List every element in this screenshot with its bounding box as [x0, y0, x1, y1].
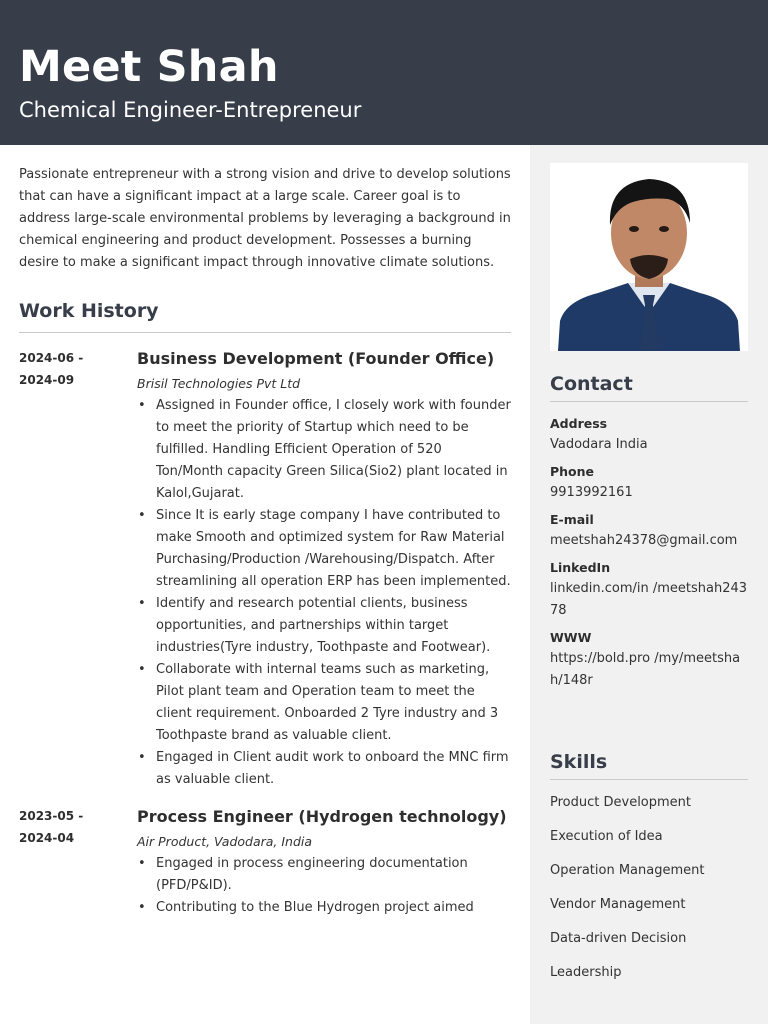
job-company: Brisil Technologies Pvt Ltd — [137, 376, 301, 391]
candidate-name: Meet Shah — [19, 42, 279, 92]
job-entry-2 — [19, 805, 511, 919]
skill-item: Vendor Management — [550, 897, 686, 912]
job-date-end: 2024-04 — [19, 831, 75, 845]
www-value[interactable]: https://bold.pro /my/meetshah/148r — [550, 651, 741, 688]
skill-item: Operation Management — [550, 863, 705, 878]
job-company: Air Product, Vadodara, India — [137, 834, 313, 849]
job-entry-1 — [19, 347, 511, 791]
job-body — [137, 347, 511, 791]
email-label: E-mail — [550, 512, 594, 527]
www-label: WWW — [550, 630, 592, 645]
job-title: Process Engineer (Hydrogen technology) — [137, 807, 507, 826]
job-bullet: • Identify and research potential clients, business opportunities, and partnerships within target industries(Tyre industry, Toothpaste and Footwear). — [137, 593, 511, 659]
job-dates — [19, 347, 119, 391]
skill-item: Product Development — [550, 795, 692, 810]
skill-item: Execution of Idea — [550, 829, 663, 844]
job-bullet: • Contributing to the Blue Hydrogen project aimed — [137, 897, 511, 919]
contact-section — [550, 371, 748, 692]
job-title: Business Development (Founder Office) — [137, 349, 495, 368]
skill-item: Data-driven Decision — [550, 931, 687, 946]
skill-item: Leadership — [550, 965, 622, 980]
skills-list — [550, 792, 748, 984]
professional-summary: Passionate entrepreneur with a strong vision and drive to develop solutions that can have a significant impact at a large scale. Career goal is to address large-scale environmental problems by leveraging a background in chemical engineering and product development. Possesses a burning desire to make a significant impact through innovative climate solutions. — [19, 167, 511, 270]
job-dates — [19, 805, 119, 849]
job-bullet: • Engaged in Client audit work to onboard the MNC firm as valuable client. — [137, 747, 511, 791]
job-date-start: 2024-06 - — [19, 351, 84, 365]
email-value[interactable]: meetshah24378@gmail.com — [550, 533, 738, 548]
sidebar — [530, 145, 768, 1024]
job-bullet: • Engaged in process engineering documentation (PFD/P&ID). — [137, 853, 511, 897]
job-bullet-list — [137, 395, 511, 791]
job-date-start: 2023-05 - — [19, 809, 84, 823]
job-body — [137, 805, 511, 919]
address-value: Vadodara India — [550, 437, 648, 452]
skills-heading: Skills — [550, 749, 748, 780]
phone-label: Phone — [550, 464, 595, 479]
phone-value: 9913992161 — [550, 485, 633, 500]
main-column — [19, 145, 511, 919]
profile-photo — [550, 163, 748, 351]
work-history-heading: Work History — [19, 298, 511, 333]
job-bullet-list — [137, 853, 511, 919]
linkedin-label: LinkedIn — [550, 560, 611, 575]
profile-photo-portrait — [550, 163, 748, 351]
address-label: Address — [550, 416, 608, 431]
contact-heading: Contact — [550, 371, 748, 402]
job-date-end: 2024-09 — [19, 373, 75, 387]
resume-header — [0, 0, 768, 145]
job-bullet: • Since It is early stage company I have contributed to make Smooth and optimized system for Raw Material Purchasing/Production /Warehousing/Dispatch. After streamlining all operation ERP has been implemented. — [137, 505, 511, 593]
candidate-title: Chemical Engineer-Entrepreneur — [19, 98, 362, 122]
skills-section — [550, 749, 748, 996]
job-bullet: • Assigned in Founder office, I closely work with founder to meet the priority of Startup which need to be fulfilled. Handling Efficient Operation of 520 Ton/Month capacity Green Silica(Sio2) plant located in Kalol,Gujarat. — [137, 395, 511, 505]
job-bullet: • Collaborate with internal teams such as marketing, Pilot plant team and Operation team to meet the client requirement. Onboarded 2 Tyre industry and 3 Toothpaste brand as valuable client. — [137, 659, 511, 747]
linkedin-value[interactable]: linkedin.com/in /meetshah24378 — [550, 581, 748, 618]
